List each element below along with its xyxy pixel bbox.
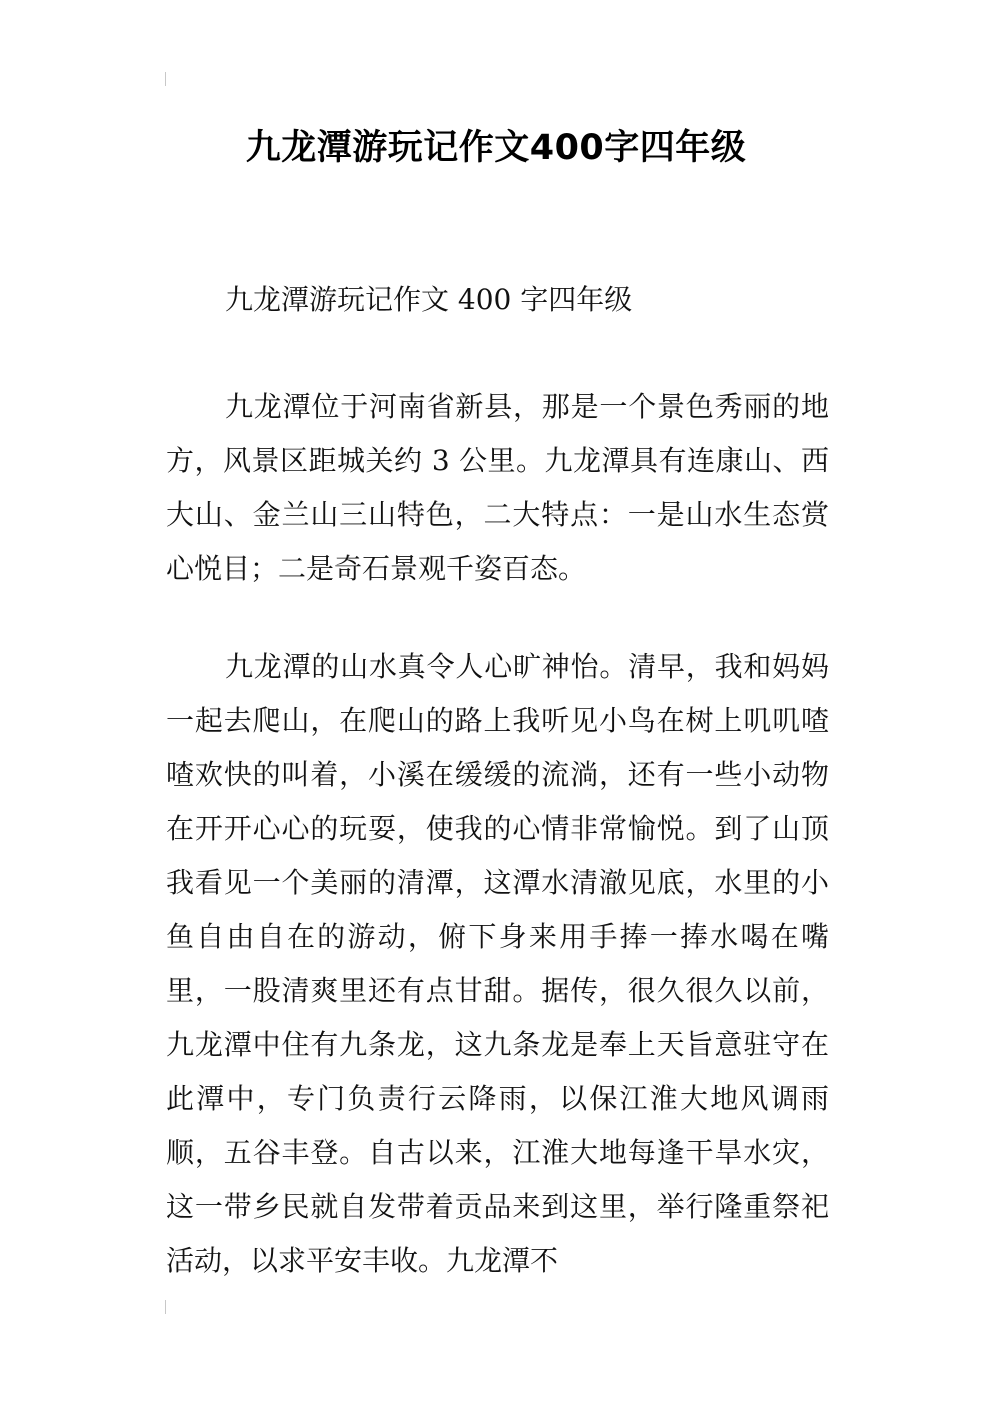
- margin-mark-bottom: [165, 1300, 166, 1314]
- paragraph-1: 九龙潭位于河南省新县，那是一个景色秀丽的地方，风景区距城关约 3 公里。九龙潭具有连康山、西大山、金兰山三山特色，二大特点：一是山水生态赏心悦目；二是奇石景观千姿百态。: [166, 390, 829, 585]
- paragraph-2: 九龙潭的山水真令人心旷神怡。清早，我和妈妈一起去爬山，在爬山的路上我听见小鸟在树上叽叽喳喳欢快的叫着，小溪在缓缓的流淌，还有一些小动物在开开心心的玩耍，使我的心情非常愉悦。到了山顶我看见一个美丽的清潭，这潭水清澈见底，水里的小鱼自由自在的游动，俯下身来用手捧一捧水喝在嘴里，一股清爽里还有点甘甜。据传，很久很久以前，九龙潭中住有九条龙，这九条龙是奉上天旨意驻守在此潭中，专门负责行云降雨，以保江淮大地风调雨顺，五谷丰登。自古以来，江淮大地每逢干旱水灾，这一带乡民就自发带着贡品来到这里，举行隆重祭祀活动，以求平安丰收。九龙潭不: [166, 650, 829, 1277]
- document-title: 九龙潭游玩记作文400字四年级: [245, 128, 747, 168]
- document-subtitle: 九龙潭游玩记作文 400 字四年级: [225, 283, 633, 316]
- margin-mark-top: [165, 72, 166, 86]
